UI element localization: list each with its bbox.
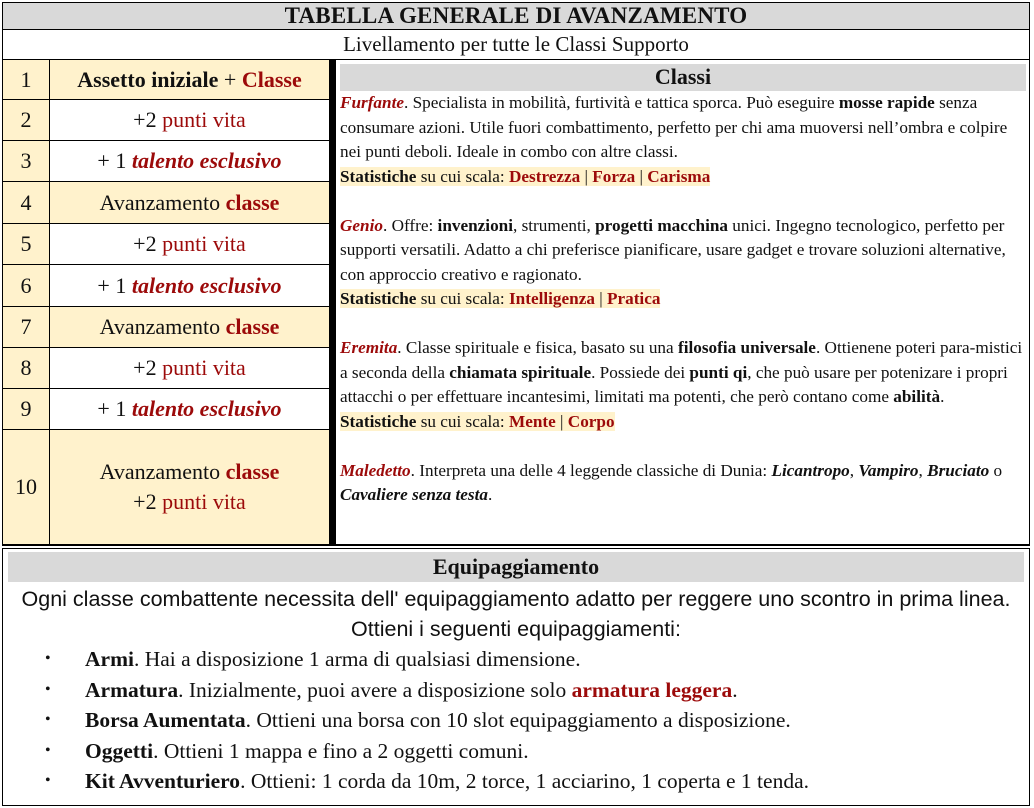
reward-text: + 1	[97, 272, 132, 298]
level-reward	[50, 307, 329, 347]
description-text: Vampiro	[858, 460, 919, 480]
level-number: 2	[3, 100, 50, 140]
equipment-text: Armi	[85, 647, 134, 671]
level-reward	[50, 60, 329, 99]
stats-label: Statistiche	[340, 289, 417, 308]
level-number: 5	[3, 224, 50, 264]
spacer	[336, 434, 1029, 459]
equipment-text: .	[732, 677, 738, 702]
class-name: Genio	[340, 215, 383, 235]
level-reward-line	[100, 312, 280, 342]
description-text: , che può usare per potenizare i propri attacchi o per effettuare incantesimi, limitati ma potenti, che però contano come	[340, 362, 1008, 406]
reward-text: classe	[225, 189, 280, 215]
reward-text: Avanzamento	[99, 189, 226, 215]
level-number: 1	[3, 60, 50, 99]
reward-text: punti vita	[162, 355, 246, 380]
bullet-icon: •	[45, 650, 51, 667]
description-text: ,	[849, 460, 859, 480]
level-reward	[50, 265, 329, 306]
equipment-text: . Ottieni: 1 corda da 10m, 2 torce, 1 acciarino, 1 coperta e 1 tenda.	[240, 769, 809, 794]
equipment-text: Kit Avventuriero	[85, 769, 241, 794]
level-row-3	[3, 141, 329, 182]
description-text: . Classe spirituale e fisica, basato su una	[397, 338, 678, 357]
stat-value: Pratica	[606, 289, 661, 308]
level-reward	[50, 100, 329, 140]
level-reward	[50, 348, 329, 388]
class-description	[340, 91, 1030, 165]
description-text: o	[989, 460, 1003, 480]
class-entry-genio	[340, 214, 1030, 312]
equipment-text: armatura leggera	[571, 677, 733, 702]
stats-text: su cui scala:	[416, 411, 509, 431]
document-subtitle: Livellamento per tutte le Classi Supporto	[2, 30, 1030, 59]
level-number: 9	[3, 389, 50, 429]
stat-value: Mente	[508, 411, 556, 431]
equipment-intro: Ogni classe combattente necessita dell' equipaggiamento adatto per reggere uno scontro in prima linea. Ottieni i seguenti equipaggiamenti:	[21, 587, 1011, 641]
class-name: Maledetto	[340, 460, 411, 480]
level-reward-line	[100, 457, 280, 487]
reward-text: Classe	[241, 66, 302, 92]
equipment-list	[3, 644, 1029, 797]
stats-separator: |	[555, 411, 568, 431]
class-list	[336, 91, 1029, 508]
description-text: chiamata spirituale	[449, 362, 592, 382]
description-text: Bruciato	[927, 460, 990, 480]
stats-highlight	[340, 412, 615, 431]
level-reward-line	[77, 65, 301, 95]
description-text: . Possiede dei	[591, 362, 690, 382]
class-description	[340, 214, 1030, 288]
level-reward-line	[97, 146, 281, 176]
equipment-text: . Inizialmente, puoi avere a disposizione solo	[178, 677, 572, 702]
level-row-4	[3, 182, 329, 224]
reward-text: punti vita	[162, 231, 246, 256]
level-row-2	[3, 100, 329, 141]
equipment-text: Armatura	[85, 677, 179, 702]
reward-text: +2	[133, 355, 163, 380]
reward-text: +2	[133, 231, 163, 256]
level-reward-line	[133, 105, 246, 135]
stats-label: Statistiche	[340, 411, 417, 431]
reward-text: Avanzamento	[99, 459, 226, 484]
class-name: Eremita	[340, 338, 398, 357]
equipment-item	[3, 705, 1029, 736]
equipment-item	[3, 766, 1029, 797]
reward-text: talento esclusivo	[131, 148, 282, 173]
description-text: Cavaliere senza testa	[340, 485, 488, 504]
description-text: , strumenti,	[513, 215, 596, 235]
stats-text: su cui scala:	[416, 289, 509, 308]
level-number: 7	[3, 307, 50, 347]
level-row-1	[3, 60, 329, 100]
bullet-icon: •	[45, 711, 51, 729]
equipment-section	[2, 548, 1030, 806]
level-number: 4	[3, 182, 50, 223]
level-reward	[50, 224, 329, 264]
level-number: 8	[3, 348, 50, 388]
description-text: .	[940, 387, 945, 406]
level-row-6	[3, 265, 329, 307]
level-reward	[50, 389, 329, 429]
level-reward	[50, 430, 329, 544]
reward-text: Assetto iniziale	[77, 66, 219, 92]
class-entry-eremita	[340, 336, 1030, 434]
equipment-text: Borsa Aumentata	[85, 708, 246, 733]
level-number: 6	[3, 265, 50, 306]
section-divider	[2, 545, 1030, 546]
reward-text: +	[218, 66, 242, 92]
level-progression-table	[2, 59, 330, 545]
description-text: . Offre:	[382, 215, 438, 235]
level-row-7	[3, 307, 329, 348]
description-text: progetti macchina	[595, 215, 728, 235]
bullet-icon: •	[45, 680, 51, 698]
class-description	[340, 336, 1030, 410]
description-text: punti qi	[689, 362, 748, 382]
classes-panel	[336, 59, 1030, 545]
class-entry-maledetto	[340, 459, 1030, 508]
description-text: senza consumare azioni. Utile fuori combattimento, perfetto per chi ama muoversi nell’ombra e colpire nei punti deboli. Ideale in combo con altre classi.	[340, 93, 1008, 161]
description-text: . Specialista in mobilità, furtività e tattica sporca. Può eseguire	[404, 93, 839, 112]
level-row-8	[3, 348, 329, 389]
equipment-item	[3, 736, 1029, 767]
description-text: mosse rapide	[838, 93, 935, 112]
reward-text: talento esclusivo	[131, 272, 282, 298]
stats-highlight	[340, 289, 660, 308]
class-entry-furfante	[340, 91, 1030, 189]
equipment-text: . Hai a disposizione 1 arma di qualsiasi dimensione.	[133, 647, 581, 671]
bullet-icon: •	[45, 741, 51, 759]
level-reward	[50, 141, 329, 181]
reward-text: punti vita	[162, 107, 246, 132]
stat-value: Intelligenza	[508, 289, 595, 308]
description-text: .	[488, 485, 493, 504]
class-stats	[340, 287, 1030, 312]
description-text: Licantropo	[771, 460, 850, 480]
level-reward-line	[97, 271, 281, 301]
stats-separator: |	[580, 166, 593, 186]
description-text: . Interpreta una delle 4 leggende classiche di Dunia:	[410, 460, 772, 480]
level-row-10	[3, 430, 329, 544]
description-text: abilità	[893, 387, 941, 406]
equipment-text: . Ottieni una borsa con 10 slot equipaggiamento a disposizione.	[245, 708, 791, 733]
description-text: . Ottienene poteri para-mistici a seconda della	[340, 338, 1023, 382]
level-reward-line	[133, 487, 246, 517]
bullet-icon: •	[45, 772, 51, 790]
equipment-text: . Ottieni 1 mappa e fino a 2 oggetti comuni.	[153, 738, 529, 763]
reward-text: + 1	[97, 396, 132, 421]
equipment-item	[3, 644, 1029, 675]
reward-text: talento esclusivo	[131, 396, 282, 421]
class-description	[340, 459, 1030, 508]
level-reward-line	[97, 394, 281, 424]
reward-text: classe	[225, 459, 280, 484]
equipment-text: Oggetti	[85, 738, 154, 763]
class-stats	[340, 165, 1030, 190]
reward-text: classe	[225, 314, 280, 339]
stats-label: Statistiche	[340, 166, 417, 186]
stats-separator: |	[594, 289, 607, 308]
description-text: ,	[918, 460, 928, 480]
level-reward-line	[133, 229, 246, 259]
class-stats	[340, 410, 1030, 435]
equipment-heading: Equipaggiamento	[8, 552, 1024, 582]
classes-heading: Classi	[340, 64, 1026, 91]
description-text: unici. Ingegno tecnologico, perfetto per supporti versatili. Adatto a chi preferisce pianificare, usare gadget e trovare soluzioni alternative, con approccio creativo e ragionato.	[340, 215, 1006, 284]
stat-value: Corpo	[567, 411, 615, 431]
level-number: 3	[3, 141, 50, 181]
level-row-5	[3, 224, 329, 265]
description-text: invenzioni	[437, 215, 513, 235]
document-title: TABELLA GENERALE DI AVANZAMENTO	[2, 2, 1030, 30]
stats-highlight	[340, 167, 710, 186]
reward-text: +2	[133, 489, 163, 514]
reward-text: +2	[133, 107, 163, 132]
level-reward	[50, 182, 329, 223]
reward-text: punti vita	[162, 489, 246, 514]
stats-text: su cui scala:	[416, 166, 509, 186]
equipment-item	[3, 675, 1029, 706]
stats-separator: |	[635, 166, 648, 186]
spacer	[336, 189, 1029, 214]
level-reward-line	[100, 188, 280, 218]
reward-text: + 1	[97, 148, 132, 173]
spacer	[336, 312, 1029, 337]
description-text: filosofia universale	[677, 338, 816, 357]
stat-value: Carisma	[647, 166, 711, 186]
class-name: Furfante	[340, 93, 404, 112]
stat-value: Destrezza	[508, 166, 581, 186]
reward-text: Avanzamento	[99, 314, 226, 339]
level-row-9	[3, 389, 329, 430]
level-number: 10	[3, 430, 50, 544]
stat-value: Forza	[592, 166, 636, 186]
level-reward-line	[133, 353, 246, 383]
